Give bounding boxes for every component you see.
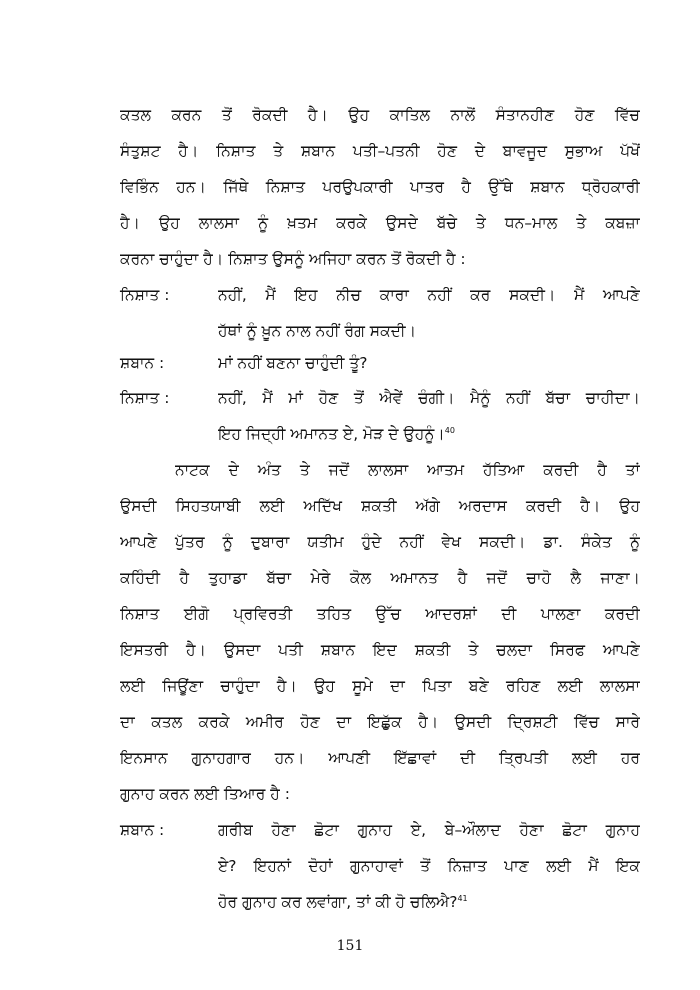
dialogue-line: ਏ? ਇਹਨਾਂ ਦੋਹਾਂ ਗੁਨਾਹਾਵਾਂ ਤੋਂ ਨਿਜ਼ਾਤ ਪਾਣ ਲਈ ਮੈਂ ਇਕ <box>218 857 640 875</box>
speaker-label: ਸ਼ਬਾਨ : <box>120 354 165 372</box>
speaker-label: ਨਿਸ਼ਾਤ : <box>120 286 170 304</box>
body-text-line: ਇਸਤਰੀ ਹੈ। ਉਸਦਾ ਪਤੀ ਸ਼ਬਾਨ ਇਦ ਸ਼ਕਤੀ ਤੇ ਚਲਦਾ ਸਿਰਫ ਆਪਣੇ <box>120 641 640 659</box>
dialogue-line <box>218 423 640 445</box>
dialogue-line: ਮਾਂ ਨਹੀਂ ਬਣਨਾ ਚਾਹੁੰਦੀ ਤੂੰ? <box>218 354 368 372</box>
body-text-line: ਆਪਣੇ ਪੁੱਤਰ ਨੂੰ ਦੁਬਾਰਾ ਯਤੀਮ ਹੁੰਦੇ ਨਹੀਂ ਵੇਖ ਸਕਦੀ। ਡਾ. ਸੰਕੇਤ ਨੂੰ <box>120 533 640 551</box>
dialogue-line <box>218 891 640 913</box>
body-text-line: ਵਿਭਿੰਨ ਹਨ। ਜਿੱਥੇ ਨਿਸ਼ਾਤ ਪਰਉਪਕਾਰੀ ਪਾਤਰ ਹੈ ਉੱਥੇ ਸ਼ਬਾਨ ਧ੍ਰੋਹਕਾਰੀ <box>120 178 640 196</box>
footnote-marker: 41 <box>457 893 468 903</box>
dialogue-line: ਨਹੀਂ, ਮੈਂ ਇਹ ਨੀਚ ਕਾਰਾ ਨਹੀਂ ਕਰ ਸਕਦੀ। ਮੈਂ ਆਪਣੇ <box>218 286 640 304</box>
body-text-line: ਗੁਨਾਹ ਕਰਨ ਲਈ ਤਿਆਰ ਹੈ : <box>120 785 290 803</box>
body-text-line: ਨਾਟਕ ਦੇ ਅੰਤ ਤੇ ਜਦੋਂ ਲਾਲਸਾ ਆਤਮ ਹੱਤਿਆ ਕਰਦੀ ਹੈ ਤਾਂ <box>175 461 640 479</box>
dialogue-line: ਹੱਥਾਂ ਨੂੰ ਖ਼ੂਨ ਨਾਲ ਨਹੀਂ ਰੰਗ ਸਕਦੀ। <box>218 322 417 340</box>
speaker-label: ਨਿਸ਼ਾਤ : <box>120 389 170 407</box>
page-number: 151 <box>336 938 364 954</box>
body-text-line: ਸੰਤੁਸ਼ਟ ਹੈ। ਨਿਸ਼ਾਤ ਤੇ ਸ਼ਬਾਨ ਪਤੀ–ਪਤਨੀ ਹੋਣ ਦੇ ਬਾਵਜੂਦ ਸੁਭਾਅ ਪੱਖੋਂ <box>120 142 640 160</box>
footnote-marker: 40 <box>444 425 455 435</box>
body-text-line: ਨਿਸ਼ਾਤ ਈਗੋ ਪ੍ਰਵਿਰਤੀ ਤਹਿਤ ਉੱਚ ਆਦਰਸ਼ਾਂ ਦੀ ਪਾਲਣਾ ਕਰਦੀ <box>120 605 640 623</box>
dialogue-line: ਗਰੀਬ ਹੋਣਾ ਛੋਟਾ ਗੁਨਾਹ ਏ, ਬੇ–ਔਲਾਦ ਹੋਣਾ ਛੋਟਾ ਗੁਨਾਹ <box>218 821 640 839</box>
body-text-line: ਦਾ ਕਤਲ ਕਰਕੇ ਅਮੀਰ ਹੋਣ ਦਾ ਇਛੁੱਕ ਹੈ। ਉਸਦੀ ਦ੍ਰਿਸ਼ਟੀ ਵਿੱਚ ਸਾਰੇ <box>120 713 640 731</box>
body-text-line: ਕਤਲ ਕਰਨ ਤੋਂ ਰੋਕਦੀ ਹੈ। ਉਹ ਕਾਤਿਲ ਨਾਲੋਂ ਸੰਤਾਨਹੀਣ ਹੋਣ ਵਿੱਚ <box>120 106 640 124</box>
body-text-line: ਉਸਦੀ ਸਿਹਤਯਾਬੀ ਲਈ ਅਦਿੱਖ ਸ਼ਕਤੀ ਅੱਗੇ ਅਰਦਾਸ ਕਰਦੀ ਹੈ। ਉਹ <box>120 497 640 515</box>
body-text-line: ਕਰਨਾ ਚਾਹੁੰਦਾ ਹੈ। ਨਿਸ਼ਾਤ ਉਸਨੂੰ ਅਜਿਹਾ ਕਰਨ ਤੋਂ ਰੋਕਦੀ ਹੈ : <box>120 250 466 268</box>
speaker-label: ਸ਼ਬਾਨ : <box>120 821 165 839</box>
body-text-line: ਹੈ। ਉਹ ਲਾਲਸਾ ਨੂੰ ਖ਼ਤਮ ਕਰਕੇ ਉਸਦੇ ਬੱਚੇ ਤੇ ਧਨ–ਮਾਲ ਤੇ ਕਬਜ਼ਾ <box>120 214 640 232</box>
body-text-line: ਇਨਸਾਨ ਗੁਨਾਹਗਾਰ ਹਨ। ਆਪਣੀ ਇੱਛਾਵਾਂ ਦੀ ਤ੍ਰਿਪਤੀ ਲਈ ਹਰ <box>120 749 640 767</box>
body-text-line: ਲਈ ਜਿਊਂਣਾ ਚਾਹੁੰਦਾ ਹੈ। ਉਹ ਸੂਮੇ ਦਾ ਪਿਤਾ ਬਣੇ ਰਹਿਣ ਲਈ ਲਾਲਸਾ <box>120 677 640 695</box>
body-text-line: ਕਹਿੰਦੀ ਹੈ ਤੁਹਾਡਾ ਬੱਚਾ ਮੇਰੇ ਕੋਲ ਅਮਾਨਤ ਹੈ ਜਦੋਂ ਚਾਹੋ ਲੈ ਜਾਣਾ। <box>120 569 640 587</box>
dialogue-text: ਇਹ ਜਿਦ੍ਹੀ ਅਮਾਨਤ ਏ, ਮੋੜ ਦੇ ਉਹਨੂੰ। <box>218 425 445 443</box>
dialogue-text: ਹੋਰ ਗੁਨਾਹ ਕਰ ਲਵਾਂਗਾ, ਤਾਂ ਕੀ ਹੋ ਚਲਿਐ? <box>218 893 458 911</box>
dialogue-line: ਨਹੀਂ, ਮੈਂ ਮਾਂ ਹੋਣ ਤੋਂ ਐਵੇਂ ਚੰਗੀ। ਮੈਨੂੰ ਨਹੀਂ ਬੱਚਾ ਚਾਹੀਦਾ। <box>218 389 640 407</box>
